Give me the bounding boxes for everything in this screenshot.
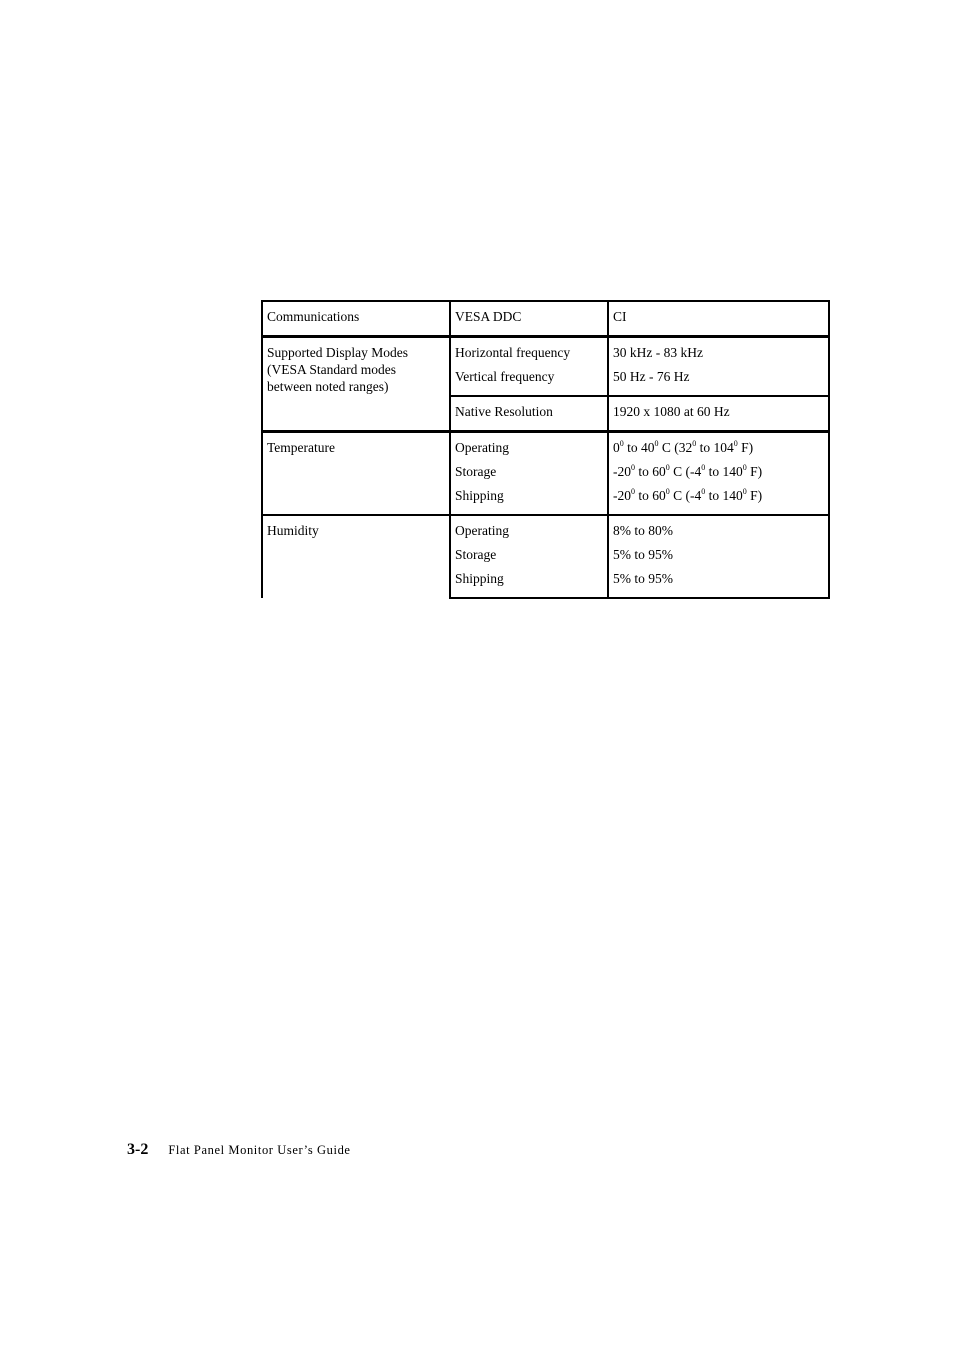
row-temperature-operating: [262, 432, 829, 461]
value-native-resolution: 1920 x 1080 at 60 Hz: [608, 396, 829, 432]
value-vertical-frequency: 50 Hz - 76 Hz: [608, 365, 829, 396]
label-humidity: Humidity: [262, 515, 450, 598]
value-horizontal-frequency: 30 kHz - 83 kHz: [608, 337, 829, 366]
param-temperature-storage: Storage: [450, 460, 608, 484]
param-temperature-shipping: Shipping: [450, 484, 608, 515]
value-communications: CI: [608, 301, 829, 337]
page-number: 3-2: [127, 1141, 149, 1158]
row-humidity-operating: [262, 515, 829, 543]
param-temperature-operating: Operating: [450, 432, 608, 461]
param-humidity-shipping: Shipping: [450, 567, 608, 598]
specifications-table: [261, 300, 830, 599]
value-humidity-shipping: 5% to 95%: [608, 567, 829, 598]
param-humidity-operating: Operating: [450, 515, 608, 543]
value-temperature-operating: $0^0$ to $40^0$ C ($32^0$ to $104^0$ F): [608, 432, 829, 461]
param-humidity-storage: Storage: [450, 543, 608, 567]
row-communications: [262, 301, 829, 337]
label-display-modes-line: (VESA Standard modes: [267, 362, 396, 377]
label-communications: Communications: [262, 301, 450, 337]
param-communications: VESA DDC: [450, 301, 608, 337]
label-temperature: Temperature: [262, 432, 450, 516]
row-horizontal-frequency: [262, 337, 829, 366]
page-footer: [127, 1141, 351, 1159]
value-temperature-storage: $-20^0$ to $60^0$ C ($-4^0$ to $140^0$ F): [608, 460, 829, 484]
value-humidity-storage: 5% to 95%: [608, 543, 829, 567]
value-temperature-shipping: $-20^0$ to $60^0$ C ($-4^0$ to $140^0$ F): [608, 484, 829, 515]
label-display-modes: [262, 337, 450, 432]
document-title: Flat Panel Monitor User’s Guide: [168, 1143, 351, 1157]
value-humidity-operating: 8% to 80%: [608, 515, 829, 543]
label-display-modes-line: Supported Display Modes: [267, 345, 408, 360]
param-horizontal-frequency: Horizontal frequency: [450, 337, 608, 366]
label-display-modes-line: between noted ranges): [267, 379, 389, 394]
param-vertical-frequency: Vertical frequency: [450, 365, 608, 396]
param-native-resolution: Native Resolution: [450, 396, 608, 432]
